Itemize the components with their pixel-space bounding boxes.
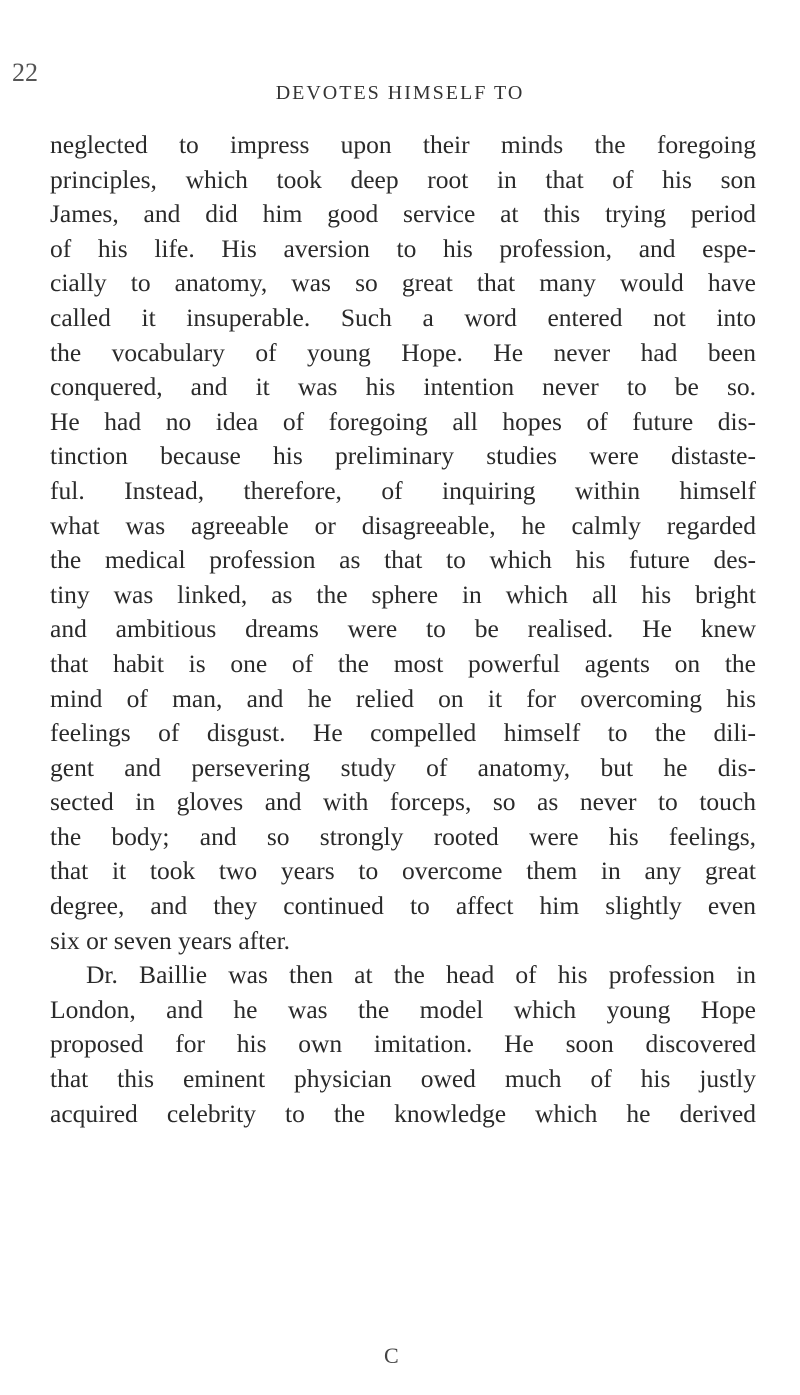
text-line: feelings of disgust. He compelled himself to the dili- (50, 718, 756, 748)
text-line: cially to anatomy, was so great that many would have (50, 268, 756, 298)
text-line: and ambitious dreams were to be realised. He knew (50, 614, 756, 644)
text-line: acquired celebrity to the knowledge which he derived (50, 1098, 756, 1128)
text-line: what was agreeable or disagreeable, he calmly regarded (50, 510, 756, 540)
text-line: gent and persevering study of anatomy, but he dis- (50, 752, 756, 782)
text-line: that habit is one of the most powerful agents on the (50, 648, 756, 678)
text-line: tiny was linked, as the sphere in which all his bright (50, 579, 756, 609)
text-line: principles, which took deep root in that of his son (50, 164, 756, 194)
text-line: of his life. His aversion to his profession, and espe- (50, 233, 756, 263)
text-line: degree, and they continued to affect him slightly even (50, 891, 756, 921)
text-line: James, and did him good service at this trying period (50, 199, 756, 229)
body-text (50, 128, 756, 1131)
text-line: six or seven years after. (50, 925, 291, 955)
text-line: sected in gloves and with forceps, so as never to touch (50, 787, 756, 817)
text-line: tinction because his preliminary studies were distaste- (50, 441, 756, 471)
text-line: ful. Instead, therefore, of inquiring within himself (50, 475, 756, 505)
text-line: mind of man, and he relied on it for overcoming his (50, 683, 756, 713)
paragraph-start-line: Dr. Baillie was then at the head of his profession in (86, 960, 756, 990)
signature-mark: C (384, 1343, 399, 1368)
text-line: that it took two years to overcome them in any great (50, 856, 756, 886)
text-line: conquered, and it was his intention never to be so. (50, 372, 756, 402)
text-line: the medical profession as that to which his future des- (50, 545, 756, 575)
text-line: London, and he was the model which young Hope (50, 994, 756, 1024)
text-line: called it insuperable. Such a word entered not into (50, 302, 756, 332)
running-head: DEVOTES HIMSELF TO (275, 82, 525, 104)
text-line: that this eminent physician owed much of his justly (50, 1064, 756, 1094)
text-line: the vocabulary of young Hope. He never had been (50, 337, 756, 367)
page-number: 22 (12, 58, 38, 87)
text-line: He had no idea of foregoing all hopes of future dis- (50, 406, 756, 436)
text-line: neglected to impress upon their minds the foregoing (50, 130, 756, 159)
text-line: proposed for his own imitation. He soon discovered (50, 1029, 756, 1059)
text-line: the body; and so strongly rooted were his feelings, (50, 821, 756, 851)
